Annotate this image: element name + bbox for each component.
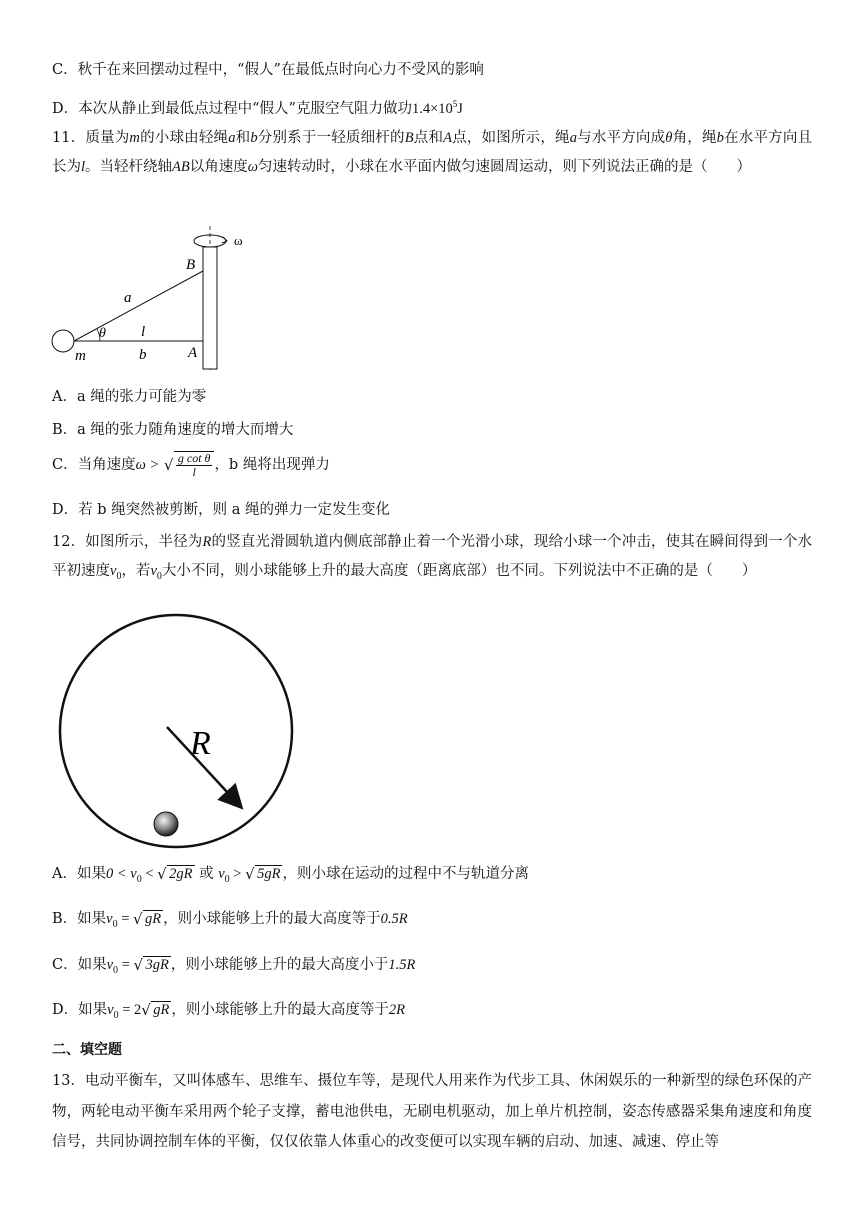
rod: [203, 247, 217, 369]
section-heading: 二、填空题: [52, 1042, 122, 1058]
q12-stem: 12．如图所示，半径为R的竖直光滑圆轨道内侧底部静止着一个光滑小球，现给小球一个冲击，使其在瞬间得到一个水平初速度$v_0$，若$v_0$大小不同，则小球能够上升的最大高度（距离底部）也不同。下列说法中不正确的是（ ）: [52, 534, 813, 582]
q11-option-b: B．a 绳的张力随角速度的增大而增大: [52, 422, 294, 438]
svg-text:m: m: [75, 348, 86, 364]
q12-option-a: A．如果$0 < v_0$ < √ 2gR 或 $v_0$ > √ 5gR ，则小球在运动的过程中不与轨道分离: [52, 865, 529, 885]
q10-option-c: C．秋千在来回摆动过程中，“假人”在最低点时向心力不受风的影响: [52, 62, 484, 78]
svg-text:ω: ω: [234, 233, 243, 248]
q11-figure: [40, 224, 270, 374]
q11-option-a: A．a 绳的张力可能为零: [52, 389, 207, 405]
rope-a: [74, 271, 203, 341]
svg-text:b: b: [139, 347, 147, 363]
svg-text:B: B: [186, 257, 196, 273]
q10-option-d: D．本次从静止到最低点过程中“假人”克服空气阻力做功$1.4\times 10^5J$: [52, 99, 463, 117]
circular-track: [60, 615, 292, 847]
svg-text:A: A: [188, 345, 198, 361]
ball: [154, 812, 178, 836]
q12-figure: [52, 612, 302, 850]
svg-text:a: a: [124, 290, 132, 306]
q11-option-c: C．当角速度ω > √ $\frac{\text{g cot θ}}{l}$ ，b 绳将出现弹力: [52, 450, 330, 479]
ball: [52, 330, 74, 352]
svg-text:l: l: [141, 324, 146, 340]
q11-option-d: D．若 b 绳突然被剪断，则 a 绳的弹力一定发生变化: [52, 502, 390, 518]
q13-stem: 13．电动平衡车，又叫体感车、思维车、摄位车等，是现代人用来作为代步工具、休闲娱乐的一种新型的绿色环保的产物，两轮电动平衡车采用两个轮子支撑，蓄电池供电，无刷电机驱动，加上单片机控制，姿态传感器采集角速度和角度信号，共同协调控制车体的平衡，仅仅依靠人体重心的改变便可以实现车辆的启动、加速、减速、停止等: [52, 1073, 812, 1150]
q12-option-b: B．如果$v_0$ = √ gR ，则小球能够上升的最大高度等于0.5R: [52, 910, 408, 930]
svg-text:R: R: [190, 725, 211, 762]
q12-option-d: D．如果$v_0 = 2$ √ gR ，则小球能够上升的最大高度等于2R: [52, 1001, 405, 1021]
svg-text:θ: θ: [99, 326, 106, 341]
q11-stem: 11．质量为m的小球由轻绳a和b分别系于一轻质细杆的B点和A点，如图所示，绳a与水平方向成θ角，绳b在水平方向且长为l。当轻杆绕轴AB以角速度ω匀速转动时，小球在水平面内做匀速圆周运动，则下列说法正确的是（ ）: [52, 130, 813, 175]
q12-option-c: C．如果$v_0$ = √ 3gR ，则小球能够上升的最大高度小于1.5R: [52, 956, 416, 976]
